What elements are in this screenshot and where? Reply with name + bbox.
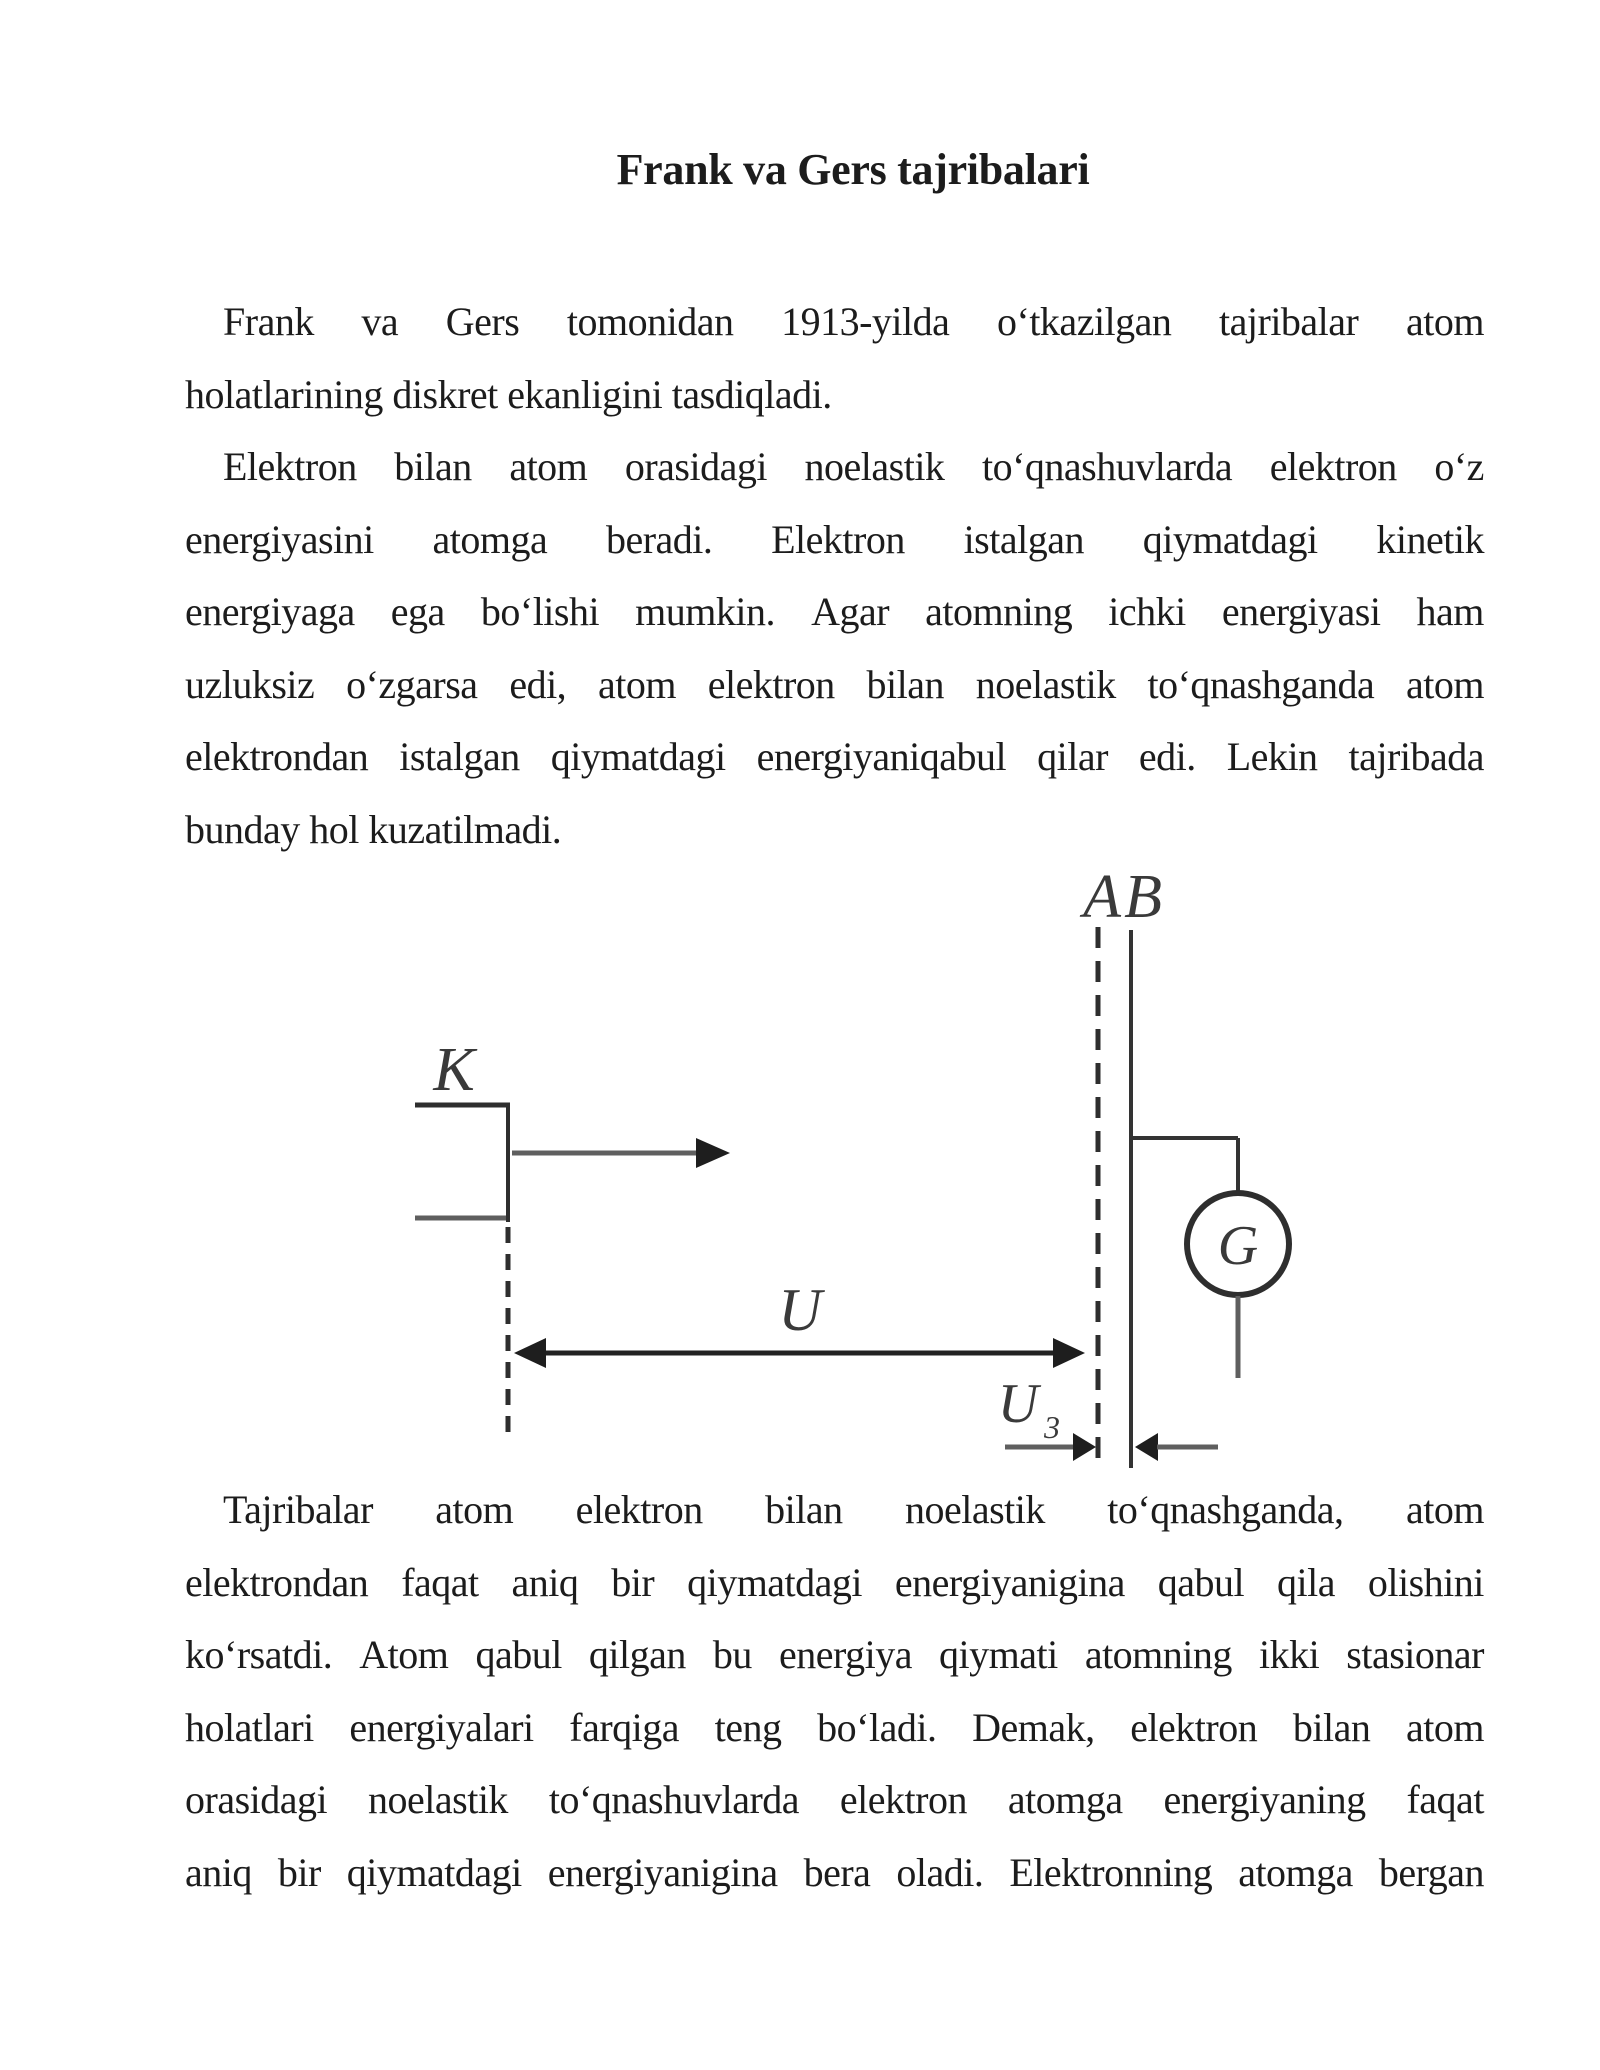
paragraph-line: holatlarining diskret ekanligini tasdiqladi. (185, 371, 832, 417)
franck-hertz-diagram (380, 855, 1330, 1475)
grid-label: A (1083, 863, 1121, 931)
paragraph-line: orasidagi noelastik to‘qnashuvlarda elektron atomga energiyaning faqat (185, 1777, 1484, 1822)
paragraph-line: elektrondan istalgan qiymatdagi energiyaniqabul qilar edi. Lekin tajribada (185, 734, 1484, 779)
paragraph-line: aniq bir qiymatdagi energiyanigina bera oladi. Elektronning atomga bergan (185, 1849, 1484, 1895)
paragraph-line: uzluksiz o‘zgarsa edi, atom elektron bilan noelastik to‘qnashganda atom (185, 661, 1484, 707)
paragraph-line: elektrondan faqat aniq bir qiymatdagi energiyanigina qabul qila olishini (185, 1559, 1484, 1605)
diagram-canvas (380, 855, 1330, 1475)
accelerating-voltage-label: U (778, 1277, 822, 1343)
text-block-top (185, 286, 1484, 866)
gap-arrowhead-right (1135, 1433, 1158, 1461)
retarding-voltage-label: U (997, 1373, 1039, 1435)
cathode-label: K (433, 1036, 475, 1104)
electron-arrowhead (696, 1138, 730, 1168)
paragraph-line: Tajribalar atom elektron bilan noelastik to‘qnashganda, atom (223, 1487, 1484, 1532)
text-block-bottom (185, 1474, 1484, 1909)
retarding-voltage-subscript: 3 (1044, 1409, 1060, 1445)
galvanometer-label: G (1217, 1215, 1259, 1277)
document-title: Frank va Gers tajribalari (616, 145, 1090, 194)
document-content (185, 0, 1484, 2070)
paragraph-line: Elektron bilan atom orasidagi noelastik to‘qnashuvlarda elektron o‘z (223, 444, 1484, 489)
paragraph-line: holatlari energiyalari farqiga teng bo‘ladi. Demak, elektron bilan atom (185, 1704, 1484, 1750)
paragraph-line: ko‘rsatdi. Atom qabul qilgan bu energiya qiymati atomning ikki stasionar (185, 1632, 1484, 1677)
paragraph-line: energiyasini atomga beradi. Elektron istalgan qiymatdagi kinetik (185, 516, 1484, 562)
gap-arrowhead-left (1073, 1433, 1096, 1461)
voltage-arrowhead-right (1053, 1338, 1085, 1368)
paragraph-line: energiyaga ega bo‘lishi mumkin. Agar atomning ichki energiyasi ham (185, 589, 1484, 634)
plate-label: B (1124, 863, 1162, 931)
paragraph-line: Frank va Gers tomonidan 1913-yilda o‘tkazilgan tajribalar atom (223, 299, 1484, 344)
paragraph-line: bunday hol kuzatilmadi. (185, 806, 562, 852)
voltage-arrowhead-left (514, 1338, 546, 1368)
